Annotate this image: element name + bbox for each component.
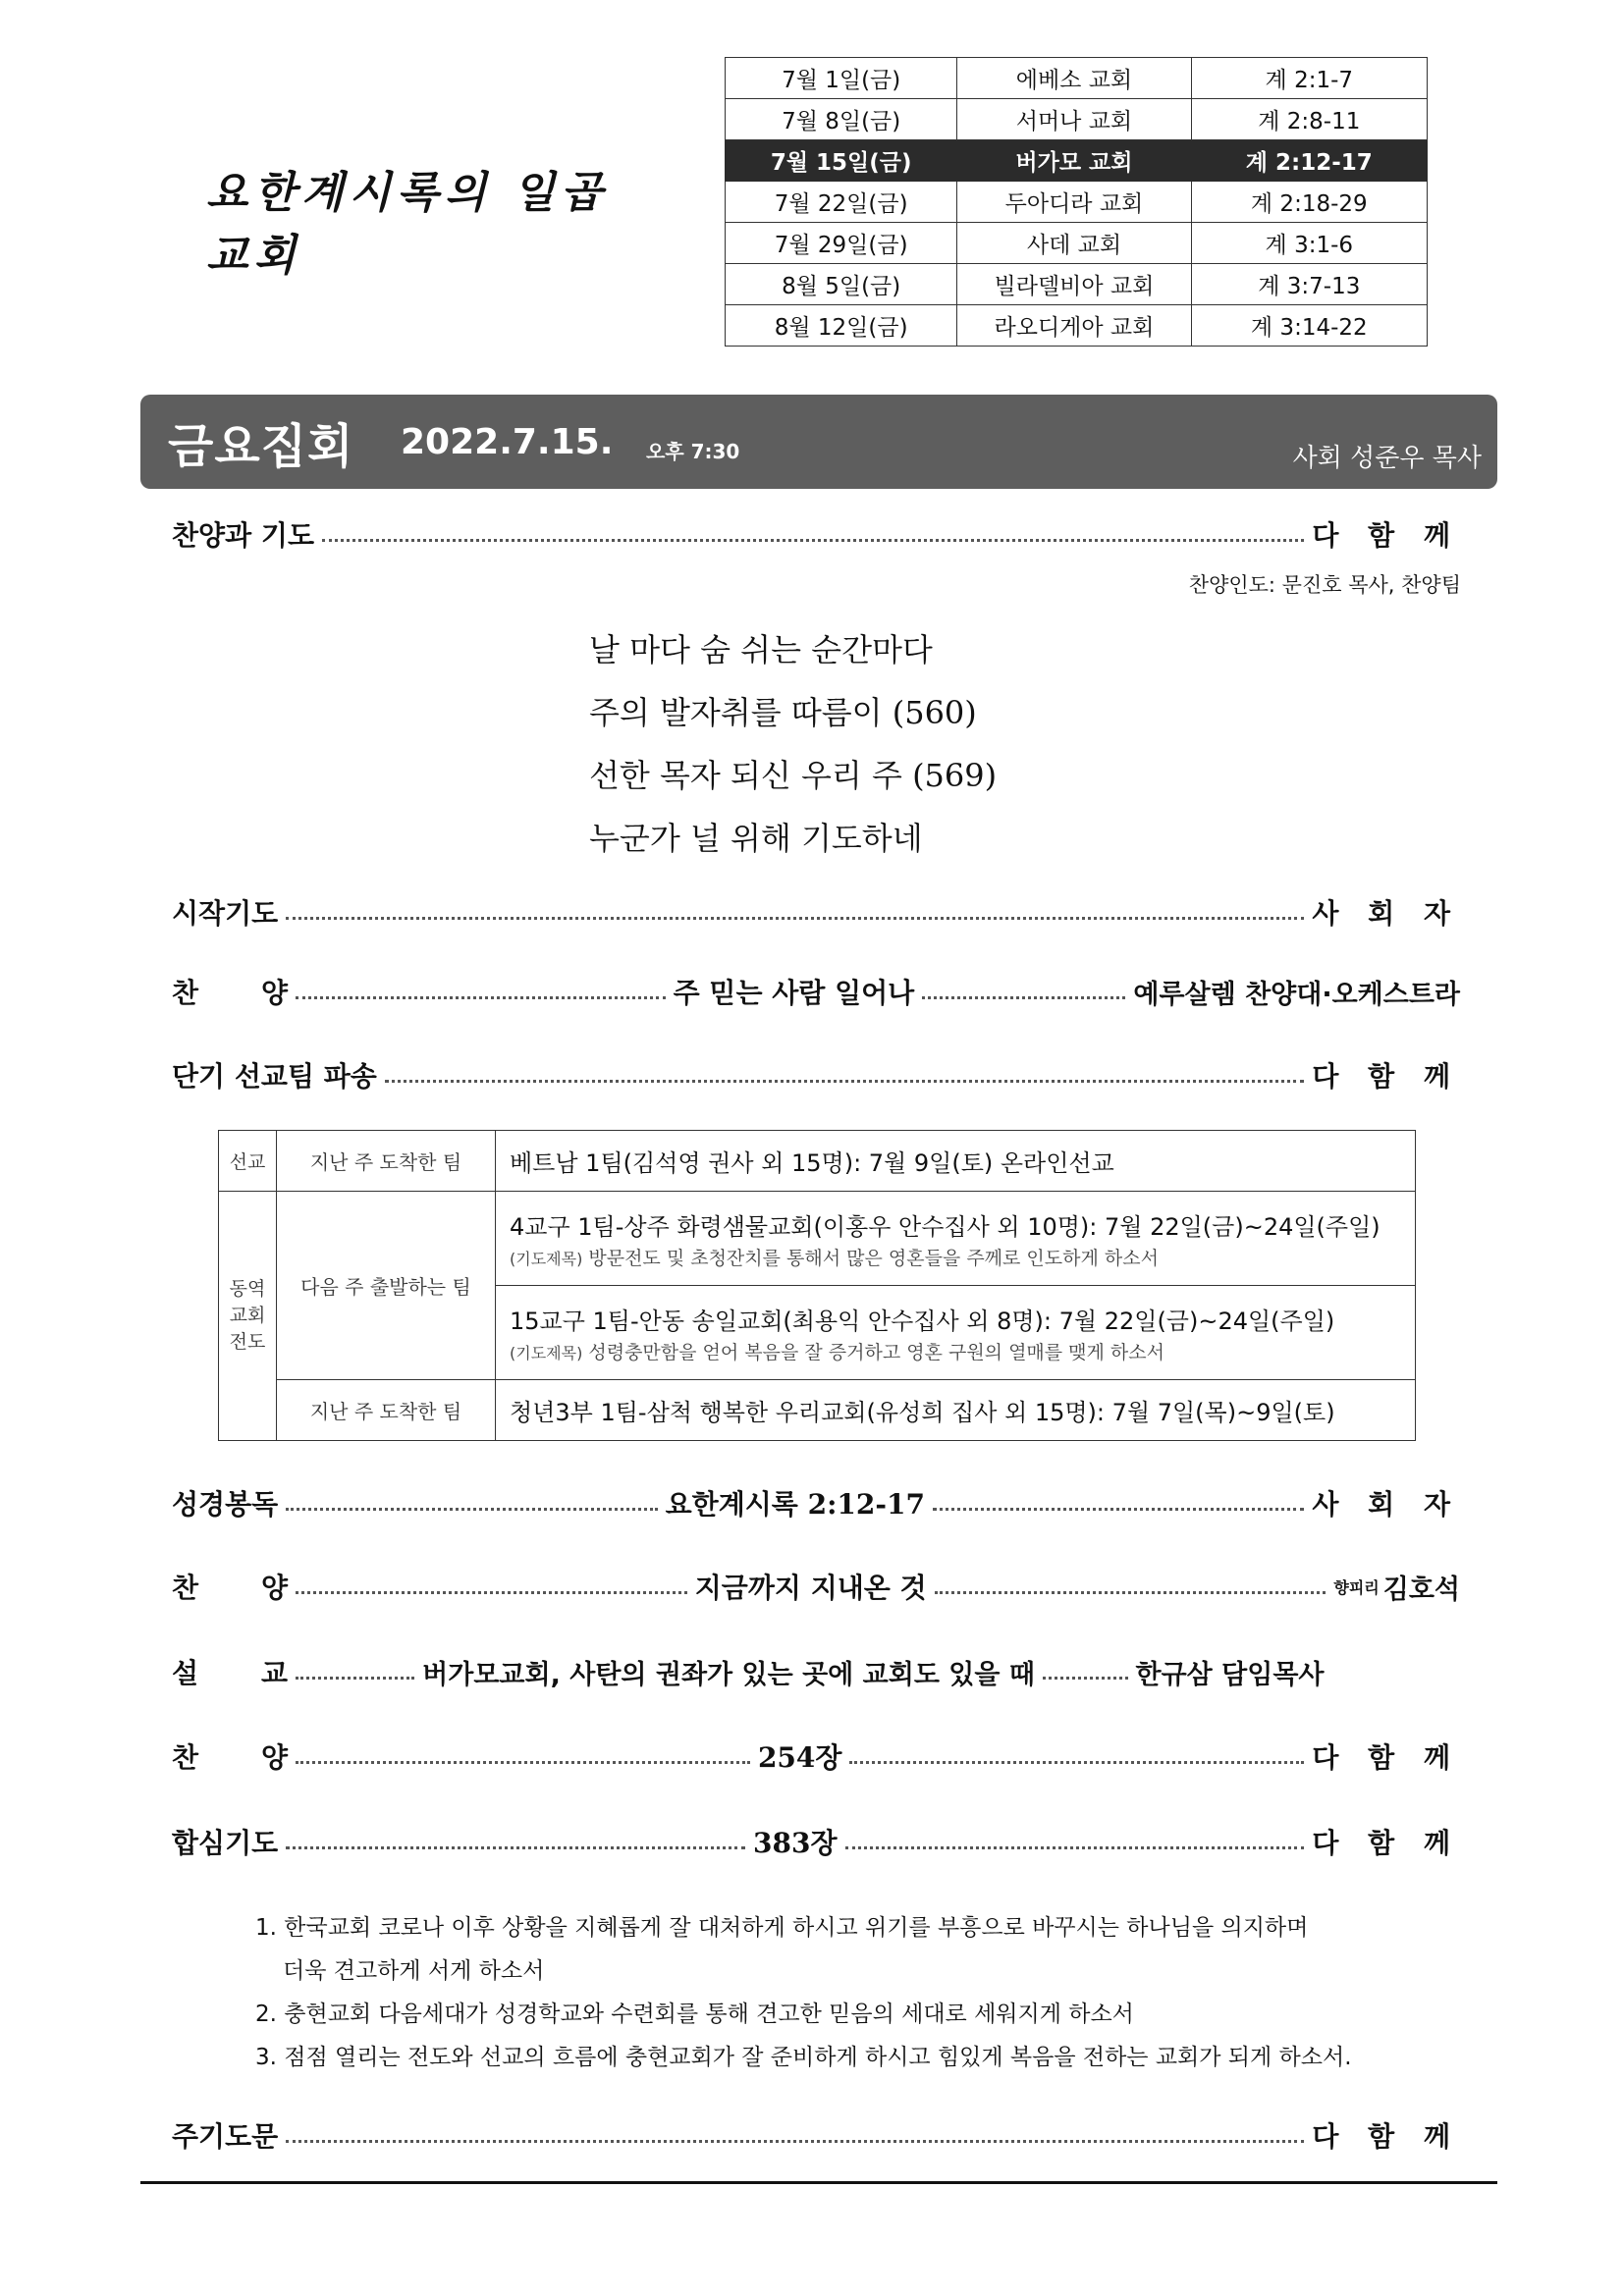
schedule-church: 버가모 교회 (957, 140, 1191, 182)
order-item-scripture (172, 1481, 1460, 1524)
bottom-divider (140, 2181, 1497, 2184)
order-title: 지금까지 지내온 것 (694, 1572, 927, 1604)
service-date: 2022.7.15. (401, 422, 614, 462)
order-title: 주 믿는 사람 일어나 (673, 977, 915, 1009)
praise-lead: 찬양인도: 문진호 목사, 찬양팀 (1188, 573, 1461, 597)
schedule-passage: 계 3:1-6 (1191, 223, 1427, 264)
order-leader: 사 회 자 (1312, 897, 1460, 930)
leader-dots (296, 1591, 687, 1594)
schedule-passage: 계 3:14-22 (1191, 305, 1427, 347)
order-item-lords-prayer (172, 2113, 1460, 2157)
leader-dots (286, 1508, 657, 1511)
schedule-passage: 계 2:12-17 (1191, 140, 1427, 182)
leader-dots (286, 1846, 745, 1849)
schedule-table (725, 57, 1428, 347)
order-title: 254장 (757, 1741, 842, 1774)
leader-dots (286, 917, 1304, 920)
prayer-items (255, 1906, 1352, 2079)
schedule-church: 라오디게아 교회 (957, 305, 1191, 347)
prayer-item: 2. 충현교회 다음세대가 성경학교와 수련회를 통해 견고한 믿음의 세대로 세워지게 하소서 (255, 2002, 1134, 2027)
order-label: 시작기도 (172, 897, 279, 930)
schedule-passage: 계 2:18-29 (1191, 182, 1427, 223)
schedule-row (726, 140, 1428, 182)
service-title: 금요집회 (168, 419, 354, 474)
mission-team: 4교구 1팀-상주 화령샘물교회(이홍우 안수집사 외 10명): 7월 22일(금)~24일(주일) (기도제목) 방문전도 및 초청잔치를 통해서 많은 영혼들을 주께로 인도하게 하소서 (496, 1192, 1416, 1286)
mission-status: 다음 주 출발하는 팀 (277, 1192, 496, 1380)
series-title: 요한계시록의 일곱 교회 (206, 168, 609, 281)
order-label: 찬양과 기도 (172, 519, 314, 552)
leader-dots (935, 1591, 1326, 1594)
leader-dots (922, 996, 1125, 999)
leader-dots (296, 1761, 750, 1764)
leader-dots (286, 2140, 1304, 2143)
schedule-church: 서머나 교회 (957, 99, 1191, 140)
order-label: 합심기도 (172, 1827, 279, 1859)
service-banner (140, 395, 1497, 489)
order-leader: 다 함 께 (1312, 2120, 1460, 2153)
order-title: 383장 (753, 1827, 838, 1859)
schedule-church: 사데 교회 (957, 223, 1191, 264)
mission-table (218, 1130, 1416, 1441)
order-label: 성경봉독 (172, 1488, 279, 1521)
schedule-row (726, 58, 1428, 99)
order-label: 찬 양 (172, 1741, 288, 1774)
schedule-passage: 계 2:8-11 (1191, 99, 1427, 140)
leader-dots (933, 1508, 1304, 1511)
leader-dots (845, 1846, 1305, 1849)
mission-status: 지난 주 도착한 팀 (277, 1380, 496, 1441)
order-leader: 한규삼 담임목사 (1135, 1659, 1325, 1690)
schedule-passage: 계 3:7-13 (1191, 264, 1427, 305)
order-label: 찬 양 (172, 977, 288, 1009)
prayer-item: 3. 점점 열리는 전도와 선교의 흐름에 충현교회가 잘 준비하게 하시고 힘있게 복음을 전하는 교회가 되게 하소서. (255, 2045, 1352, 2070)
schedule-row (726, 182, 1428, 223)
mission-category: 선교 (219, 1131, 277, 1192)
order-item-hymn-1 (172, 970, 1460, 1013)
order-item-praise-prayer (172, 512, 1460, 556)
leader-dots (296, 996, 666, 999)
song-item: 주의 발자취를 따름이 (560) (589, 694, 977, 731)
sermon-title: 버가모교회, 사탄의 권좌가 있는 곳에 교회도 있을 때 (422, 1659, 1035, 1690)
schedule-date: 8월 12일(금) (726, 305, 957, 347)
order-title: 요한계시록 2:12-17 (665, 1488, 925, 1521)
service-host: 사회 성준우 목사 (1292, 444, 1482, 473)
order-leader: 다 함 께 (1312, 1060, 1460, 1093)
leader-dots (322, 539, 1304, 542)
schedule-row (726, 305, 1428, 347)
mission-status: 지난 주 도착한 팀 (277, 1131, 496, 1192)
order-leader: 사 회 자 (1312, 1488, 1461, 1521)
schedule-church: 에베소 교회 (957, 58, 1191, 99)
leader-dots (296, 1677, 414, 1680)
song-item: 누군가 널 위해 기도하네 (589, 820, 923, 857)
schedule-date: 7월 15일(금) (726, 140, 957, 182)
mission-team: 15교구 1팀-안동 송일교회(최용익 안수집사 외 8명): 7월 22일(금)~24일(주일) (기도제목) 성령충만함을 얻어 복음을 잘 증거하고 영혼 구원의 열매를 맺게 하소서 (496, 1286, 1416, 1380)
leader-dots (1043, 1677, 1128, 1680)
schedule-date: 7월 22일(금) (726, 182, 957, 223)
order-label: 주기도문 (172, 2120, 279, 2153)
order-leader: 예루살렘 찬양대·오케스트라 (1133, 979, 1460, 1010)
song-item: 날 마다 숨 쉬는 순간마다 (589, 631, 933, 668)
mission-team: 청년3부 1팀-삼척 행복한 우리교회(유성희 집사 외 15명): 7월 7일(목)~9일(토) (496, 1380, 1416, 1441)
order-item-hymn-3 (172, 1735, 1460, 1778)
instrument-label: 향피리 (1333, 1577, 1380, 1597)
order-item-mission-send (172, 1053, 1460, 1096)
leader-dots (849, 1761, 1304, 1764)
prayer-item: 1. 한국교회 코로나 이후 상황을 지혜롭게 잘 대처하게 하시고 위기를 부흥으로 바꾸시는 하나님을 의지하며 (255, 1915, 1309, 1941)
prayer-item-continued: 더욱 견고하게 서게 하소서 (283, 1958, 545, 1984)
order-leader: 다 함 께 (1312, 519, 1460, 552)
schedule-date: 7월 1일(금) (726, 58, 957, 99)
schedule-date: 7월 8일(금) (726, 99, 957, 140)
order-item-opening-prayer (172, 890, 1460, 934)
order-label: 찬 양 (172, 1572, 288, 1604)
song-item: 선한 목자 되신 우리 주 (569) (589, 757, 998, 794)
order-leader: 김호석 (1382, 1574, 1461, 1605)
order-item-sermon (172, 1650, 1460, 1693)
order-label: 단기 선교팀 파송 (172, 1060, 377, 1093)
schedule-date: 7월 29일(금) (726, 223, 957, 264)
order-item-hymn-2 (172, 1565, 1460, 1608)
mission-team: 베트남 1팀(김석영 권사 외 15명): 7월 9일(토) 온라인선교 (496, 1131, 1416, 1192)
song-list (589, 618, 997, 870)
order-item-unison-prayer (172, 1820, 1460, 1863)
order-leader: 다 함 께 (1312, 1741, 1461, 1774)
service-time: 오후 7:30 (646, 440, 740, 463)
schedule-church: 빌라델비아 교회 (957, 264, 1191, 305)
order-leader: 다 함 께 (1312, 1827, 1460, 1859)
schedule-row (726, 264, 1428, 305)
schedule-row (726, 223, 1428, 264)
schedule-church: 두아디라 교회 (957, 182, 1191, 223)
leader-dots (385, 1080, 1305, 1083)
schedule-row (726, 99, 1428, 140)
order-label: 설 교 (172, 1657, 288, 1689)
schedule-passage: 계 2:1-7 (1191, 58, 1427, 99)
mission-category: 동역 교회 전도 (219, 1192, 277, 1441)
schedule-date: 8월 5일(금) (726, 264, 957, 305)
